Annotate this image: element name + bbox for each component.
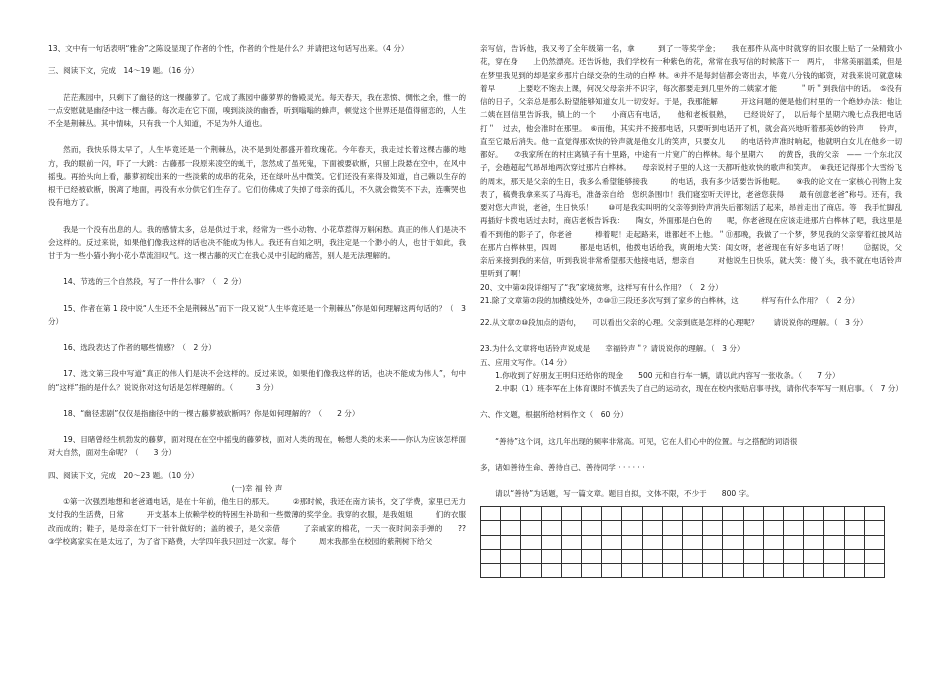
grid-cell[interactable] <box>562 507 582 521</box>
grid-cell[interactable] <box>481 564 501 578</box>
grid-cell[interactable] <box>622 550 642 564</box>
grid-cell[interactable] <box>501 507 521 521</box>
grid-cell[interactable] <box>582 507 602 521</box>
grid-cell[interactable] <box>481 507 501 521</box>
right-paragraph-4: 23.为什么文章将电话铃声说成是 幸福铃声＂？请说说你的理解。（ 3 分） <box>480 344 745 354</box>
grid-cell[interactable] <box>501 550 521 564</box>
grid-cell[interactable] <box>542 536 562 550</box>
grid-cell[interactable] <box>481 521 501 535</box>
grid-cell[interactable] <box>703 507 723 521</box>
grid-cell[interactable] <box>723 564 743 578</box>
grid-cell[interactable] <box>683 521 703 535</box>
grid-cell[interactable] <box>804 507 824 521</box>
grid-cell[interactable] <box>845 550 865 564</box>
left-column <box>48 42 474 548</box>
right-paragraph-6: 1.你收到了好朋友王明归还给你的现金 500 元和自行车一辆，请以此内容写一张收条。（ 7 分） <box>495 370 840 380</box>
left-paragraph-7: 16、选段表达了作者的哪些情感？（ 2 分） <box>63 343 216 352</box>
grid-cell[interactable] <box>521 507 541 521</box>
grid-cell[interactable] <box>643 550 663 564</box>
grid-cell[interactable] <box>703 550 723 564</box>
left-paragraph-11: 四、阅读下文，完成 20～23 题。（10 分） <box>48 470 199 480</box>
left-paragraph-6: 15、作者在第 1 段中说“人生还不全是荆棘丛”而下一段又说“人生毕竟还是一个荆棘丛”你是如何理解这两句话的？（ 3 分） <box>48 303 466 326</box>
grid-cell[interactable] <box>845 507 865 521</box>
grid-cell[interactable] <box>501 564 521 578</box>
right-paragraph-2: 21.除了文章第⑦段的加横线处外，⑦⑩⑪三段还多次写到了家乡的白桦林，这 样写有什么作用？（ 2 分） <box>480 295 860 305</box>
grid-cell[interactable] <box>784 550 804 564</box>
grid-cell[interactable] <box>501 521 521 535</box>
grid-cell[interactable] <box>845 564 865 578</box>
grid-cell[interactable] <box>562 550 582 564</box>
grid-cell[interactable] <box>622 521 642 535</box>
grid-cell[interactable] <box>784 507 804 521</box>
grid-cell[interactable] <box>703 564 723 578</box>
right-paragraph-7: 2.中职（1）班李军在上体育课时不慎丢失了自己的运动衣，现在在校内张贴启事寻找，请你代李军写一则启事。（ 7 分） <box>495 384 903 393</box>
grid-cell[interactable] <box>845 521 865 535</box>
grid-cell[interactable] <box>865 507 885 521</box>
grid-cell[interactable] <box>521 550 541 564</box>
grid-cell[interactable] <box>683 536 703 550</box>
grid-cell[interactable] <box>481 550 501 564</box>
left-paragraph-0: 13、文中有一句话表明“雅舍”之陈设显现了作者的个性，作者的个性是什么？并请把这句话写出来。（4 分） <box>48 44 409 53</box>
grid-cell[interactable] <box>643 507 663 521</box>
grid-cell[interactable] <box>845 536 865 550</box>
grid-cell[interactable] <box>804 564 824 578</box>
right-paragraph-10: 多，诸如善待生命、善待自己、善待同学 · · · · · · <box>480 462 645 472</box>
grid-cell[interactable] <box>481 536 501 550</box>
grid-cell[interactable] <box>582 564 602 578</box>
grid-cell[interactable] <box>865 550 885 564</box>
composition-grid-wrapper <box>480 506 902 578</box>
grid-cell[interactable] <box>663 536 683 550</box>
grid-cell[interactable] <box>683 507 703 521</box>
grid-cell[interactable] <box>602 536 622 550</box>
left-paragraph-4: 我是一个没有出息的人。我的感情太多，总是供过于求，经常为一些小动物、小花草惹得万斛闲愁。真正的伟人们是决不会这样的。反过来说，如果他们像我这样的话也决不能成为伟人。我还有自知之明，我注定是一个渺小的人，也甘于如此，我甘于为一些小猫小狗小花小草流泪叹气。这一棵古藤的灭亡在我心灵中引起的痛苦，别人是无法理解的。 <box>48 224 466 260</box>
left-paragraph-2: 茫茫燕园中，只剩下了幽径的这一棵藤萝了。它成了燕园中藤萝界的鲁殿灵光。每天春天，我在悲愤、惆怅之余，惟一的一点安慰就是幽径中这一棵古藤。每次走在它下面，嗅到淡淡的幽香，听到嗡嗡的蜂声，顿觉这个世界还是值得留恋的，人生不全是荆棘丛。其中情味，只有我一个人知道，不足为外人道也。 <box>48 92 466 128</box>
right-paragraph-1: 20、文中第②段详细写了“我”家境贫寒，这样写有什么作用？（ 2 分） <box>480 282 723 292</box>
grid-cell[interactable] <box>542 507 562 521</box>
right-paragraph-11: 请以“善待”为话题，写一篇文章。题目自拟，文体不限，不少于 800 字。 <box>495 489 754 498</box>
grid-cell[interactable] <box>764 536 784 550</box>
grid-cell[interactable] <box>643 564 663 578</box>
grid-cell[interactable] <box>602 564 622 578</box>
grid-cell[interactable] <box>602 507 622 521</box>
grid-cell[interactable] <box>542 550 562 564</box>
grid-cell[interactable] <box>824 536 844 550</box>
grid-cell[interactable] <box>723 507 743 521</box>
grid-cell[interactable] <box>764 521 784 535</box>
right-paragraph-5: 五、应用文写作。（14 分） <box>480 357 572 367</box>
grid-cell[interactable] <box>723 536 743 550</box>
grid-cell[interactable] <box>663 564 683 578</box>
grid-cell[interactable] <box>824 550 844 564</box>
right-paragraph-0: 亲写信，告诉他，我又考了全年级第一名，拿 到了一等奖学金； 我在那件从高中时就穿的旧衣服上贴了一朵精致小花，穿在身 上仍然漂亮。还告诉他，我们学校有一种紫色的花，常常在我写信的时候落下一 两片， 非常美丽温柔，但是在梦里我见到的却是家乡那片白绿交杂的生动的白桦 林。④并不是每封信都会寄出去，毕竟八分钱的邮资，对我来说可就意味着早 上要吃不饱去上课，何况父母亲并不识字，每次都要走到几里外的二姨家才能 ＂听＂到我信中的话。 ⑤没有信的日子，父亲总是那么盼望能够知道女儿一切安好。于是，我那能解 开这问题的便是他们村里的一个绝妙办法：他让二姨在回信里告诉我，镇上的一个 小商店有电话， 他和老板很熟， 已经说好了， 以后每个星期六晚七点我把电话 打＂ 过去，他会准时在那里。 ⑥而他，其实并不接那电话，只要听到电话开了机，就会高兴地听着那美妙的铃声 铃声，直至它最后消失。他一直觉得那欢快的铃声就是他女儿的笑声，只要女儿 的电话铃声准时响起，他就明白女儿在他乡一切都好。 ⑦我家所在的村庄离镇子有十里路，中途有一片宽广的白桦林。每个星期六 的黄昏，我的父亲 —— 一个东北汉子，会趟超起气昂昂地两次穿过那片白桦林。 母亲说村子里的人这一天都听他欢快的歌声和笑声。 ⑧我还记得那个大雪纷飞的周末，那天是父亲的生日，我多么希望能够接我 的电话，我有多少话要告诉他呢。 ⑨我的论文在一家核心刊物上发表了，稿费我拿来买了马海毛，准备亲自给 您织条围巾！我们寝室听天评比，老爸您获得 最有创意老爸“称号。还有，我 要对您大声说，老爸，生日快乐！ ⑩可是我实叫明的父亲等到铃声消失后都刻活了起来，昂首走出了商店。等 我手忙脚乱再插好卡拨电话过去时，商店老板告诉我： 陶女，外面那是白色的 呢，你老爸现在应该走进那片白桦林了吧，我这里是看不到他的影子了，你老爸 棒着呢！走起路来，谁都赶不上他。＂⑪那晚，我做了一个梦，梦见我的父亲穿着红披风站在那片白桦林里，四周 都是电话机，他拨电话给我，爽朗地大笑：闺女呀，老爸现在有好多电话了呀！ ⑫据说，父亲后来接到我的来信，听到我说非常希望那天他接电话，想亲自 对他说生日快乐，就大笑：傻丫头，我不就在电话铃声里听到了啊！ <box>480 44 925 279</box>
grid-cell[interactable] <box>521 536 541 550</box>
grid-cell[interactable] <box>824 507 844 521</box>
grid-cell[interactable] <box>562 521 582 535</box>
grid-cell[interactable] <box>744 521 764 535</box>
grid-cell[interactable] <box>764 564 784 578</box>
grid-cell[interactable] <box>784 564 804 578</box>
grid-cell[interactable] <box>602 550 622 564</box>
right-paragraph-9: “善待”这个词，这几年出现的频率非常高。可见，它在人们心中的位置。与之搭配的词语很 <box>495 436 798 446</box>
grid-cell[interactable] <box>744 550 764 564</box>
grid-cell[interactable] <box>622 536 642 550</box>
grid-cell[interactable] <box>622 507 642 521</box>
grid-cell[interactable] <box>663 550 683 564</box>
left-paragraph-3: 然而，我快乐得太早了，人生毕竟还是一个荆棘丛，决不是到处都盛开着玫瑰花。今年春天，我走过长着这棵古藤的地方，我的眼前一闪，吓了一大跳：古藤那一段原来凌空的虬干，忽然成了虽死鬼，下面被要砍断，只留上段悬在空中，在风中摇曳。再抬头向上看，藤萝初绽出来的一些淡紫的成串的花朵，还在绿叶丛中微笑。它们还没有来得及知道，自己赖以生存的根干已经被砍断，脱离了地面，再没有水分供它们生存了。它们仿佛成了失掉了母亲的孤儿，不久就会微笑不下去，连嘶哭也没有地方了。 <box>48 145 466 208</box>
grid-cell[interactable] <box>683 564 703 578</box>
grid-cell[interactable] <box>723 550 743 564</box>
grid-cell[interactable] <box>602 521 622 535</box>
grid-cell[interactable] <box>582 536 602 550</box>
grid-cell[interactable] <box>865 564 885 578</box>
grid-cell[interactable] <box>804 550 824 564</box>
grid-cell[interactable] <box>562 536 582 550</box>
grid-cell[interactable] <box>622 564 642 578</box>
grid-cell[interactable] <box>784 521 804 535</box>
grid-cell[interactable] <box>723 521 743 535</box>
grid-cell[interactable] <box>703 521 723 535</box>
grid-cell[interactable] <box>703 536 723 550</box>
grid-cell[interactable] <box>643 536 663 550</box>
grid-cell[interactable] <box>521 521 541 535</box>
grid-cell[interactable] <box>824 564 844 578</box>
grid-cell[interactable] <box>501 536 521 550</box>
grid-cell[interactable] <box>663 507 683 521</box>
right-column <box>480 42 925 578</box>
right-paragraph-8: 六、作文题，根据所给材料作文（ 60 分） <box>480 410 628 420</box>
composition-grid[interactable] <box>480 506 885 578</box>
grid-cell[interactable] <box>804 536 824 550</box>
grid-cell[interactable] <box>824 521 844 535</box>
grid-cell[interactable] <box>562 564 582 578</box>
grid-cell[interactable] <box>542 564 562 578</box>
left-paragraph-5: 14、节选的三个自然段，写了一件什么事？（ 2 分） <box>63 277 246 287</box>
grid-cell[interactable] <box>582 550 602 564</box>
grid-cell[interactable] <box>683 550 703 564</box>
grid-cell[interactable] <box>643 521 663 535</box>
left-paragraph-1: 三、阅读下文，完成 14～19 题。（16 分） <box>48 66 199 76</box>
grid-cell[interactable] <box>865 521 885 535</box>
grid-cell[interactable] <box>764 550 784 564</box>
grid-cell[interactable] <box>582 521 602 535</box>
grid-cell[interactable] <box>542 521 562 535</box>
left-paragraph-13: ①第一次强烈地想和老爸通电话，是在十年前，他生日的那天。 ②那时候，我还在南方读书，交了学费，家里已无力支付我的生活费，日常 开支基本上依赖学校的特困生补助和一些微薄的奖学金。我穿的衣服，是我姐姐 们的衣服改而成的；鞋子，是母亲在灯下一针针做好的；盖的被子，是父亲借 了亲戚家的棉花，一天一夜时间亲手弹的 ?? ③学校离家实在是太远了，为了省下路费，大学四年我只回过一次家。每个 周末我都坐在校园的紫荆树下给父 <box>48 497 474 546</box>
grid-cell[interactable] <box>663 521 683 535</box>
left-paragraph-8: 17、选文第三段中写道“真正的伟人们是决不会这样的。反过来说，如果他们像我这样的话，也决不能成为伟人”，句中的“这样”指的是什么？说说你对这句话是怎样理解的。（ 3 分） <box>48 369 466 392</box>
grid-cell[interactable] <box>865 536 885 550</box>
left-paragraph-9: 18、“幽径悲剧”仅仅是指幽径中的一棵古藤萝被砍断吗？你是如何理解的？（ 2 分） <box>63 408 360 418</box>
grid-cell[interactable] <box>744 536 764 550</box>
left-paragraph-10: 19、目睹曾经生机勃发的藤萝，面对现在在空中摇曳的藤萝枝，面对人类的现在，畅想人类的未来——你认为应该怎样面对大自然，面对生命呢？（ 3 分） <box>48 435 466 458</box>
left-paragraph-12: (一)幸 福 铃 声 <box>231 483 283 493</box>
grid-cell[interactable] <box>744 507 764 521</box>
grid-cell[interactable] <box>804 521 824 535</box>
grid-cell[interactable] <box>521 564 541 578</box>
grid-cell[interactable] <box>784 536 804 550</box>
grid-cell[interactable] <box>764 507 784 521</box>
right-paragraph-3: 22.从文章⑦⑩段加点的语句， 可以看出父亲的心理。父亲到底是怎样的心理呢？ 请说说你的理解。（ 3 分） <box>480 318 868 327</box>
grid-cell[interactable] <box>744 564 764 578</box>
